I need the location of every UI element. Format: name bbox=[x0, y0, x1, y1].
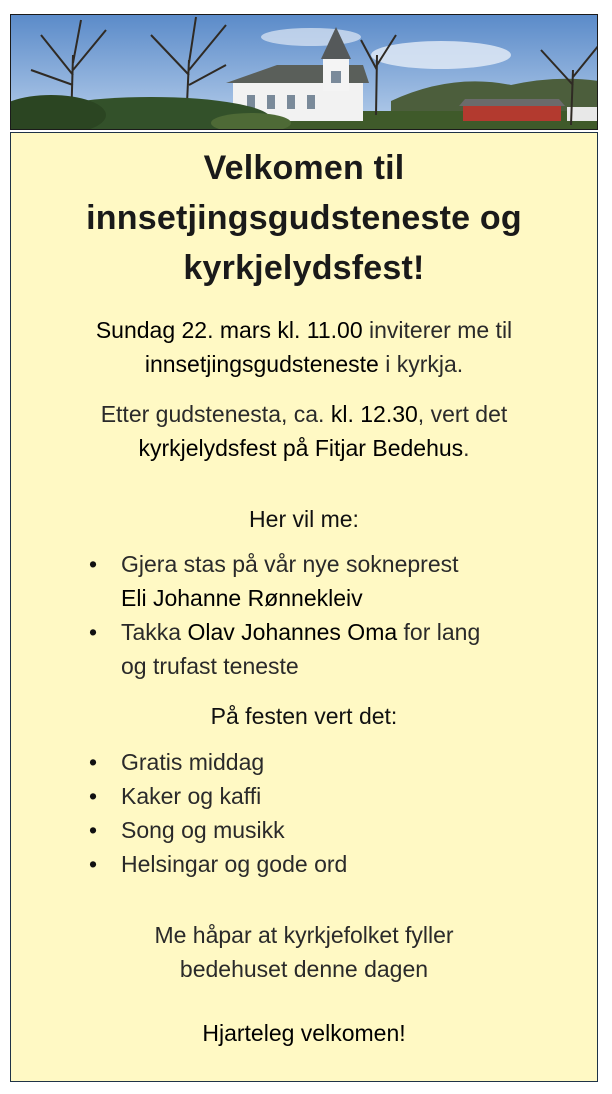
closing-text: bedehuset denne dagen bbox=[179, 956, 429, 982]
list-item-text: Gjera stas på vår nye sokneprest bbox=[121, 551, 459, 577]
church-landscape-image bbox=[11, 15, 598, 130]
intro-text: , vert det bbox=[417, 401, 508, 427]
fest-location-text: kyrkjelydsfest på Fitjar Bedehus bbox=[138, 435, 464, 461]
header-church-photo bbox=[10, 14, 598, 130]
new-priest-name: Eli Johanne Rønnekleiv bbox=[121, 585, 363, 611]
service-name-text: innsetjingsgudsteneste bbox=[144, 351, 379, 377]
list-item bbox=[89, 847, 559, 881]
closing-paragraph bbox=[11, 918, 597, 986]
closing-text: Me håpar at kyrkjefolket fyller bbox=[154, 922, 454, 948]
title-text: Velkomen til innsetjingsgudsteneste og kyrkjelydsfest! bbox=[86, 149, 522, 287]
signoff: Hjarteleg velkomen! bbox=[202, 1020, 406, 1046]
list-item-text: Kaker og kaffi bbox=[121, 783, 262, 809]
list-item-text: Song og musikk bbox=[121, 817, 285, 843]
list-item bbox=[89, 813, 559, 847]
list-item bbox=[89, 779, 559, 813]
section-heading-pa-festen: På festen vert det: bbox=[210, 703, 398, 729]
section-heading-her-vil-me: Her vil me: bbox=[249, 506, 359, 532]
honour-list bbox=[89, 547, 559, 683]
invitation-title bbox=[11, 143, 597, 293]
list-item-text: Takka bbox=[121, 619, 188, 645]
list-item-text: og trufast teneste bbox=[121, 653, 299, 679]
intro-paragraph-1 bbox=[11, 313, 597, 381]
intro-text: . bbox=[463, 435, 470, 461]
list-item bbox=[89, 615, 559, 683]
fest-time-text: kl. 12.30 bbox=[330, 401, 418, 427]
intro-text: Etter gudstenesta, ca. bbox=[100, 401, 331, 427]
list-item bbox=[89, 745, 559, 779]
retiring-name: Olav Johannes Oma bbox=[187, 619, 398, 645]
intro-text: inviterer me til bbox=[362, 317, 513, 343]
list-item-text: Helsingar og gode ord bbox=[121, 851, 348, 877]
intro-text: i kyrkja. bbox=[378, 351, 464, 377]
list-item-text: for lang bbox=[397, 619, 481, 645]
fest-program-list bbox=[89, 745, 559, 881]
date-time-text: Sundag 22. mars kl. 11.00 bbox=[95, 317, 363, 343]
list-item-text: Gratis middag bbox=[121, 749, 265, 775]
invitation-card bbox=[10, 132, 598, 1082]
intro-paragraph-2 bbox=[11, 397, 597, 465]
list-item bbox=[89, 547, 559, 615]
